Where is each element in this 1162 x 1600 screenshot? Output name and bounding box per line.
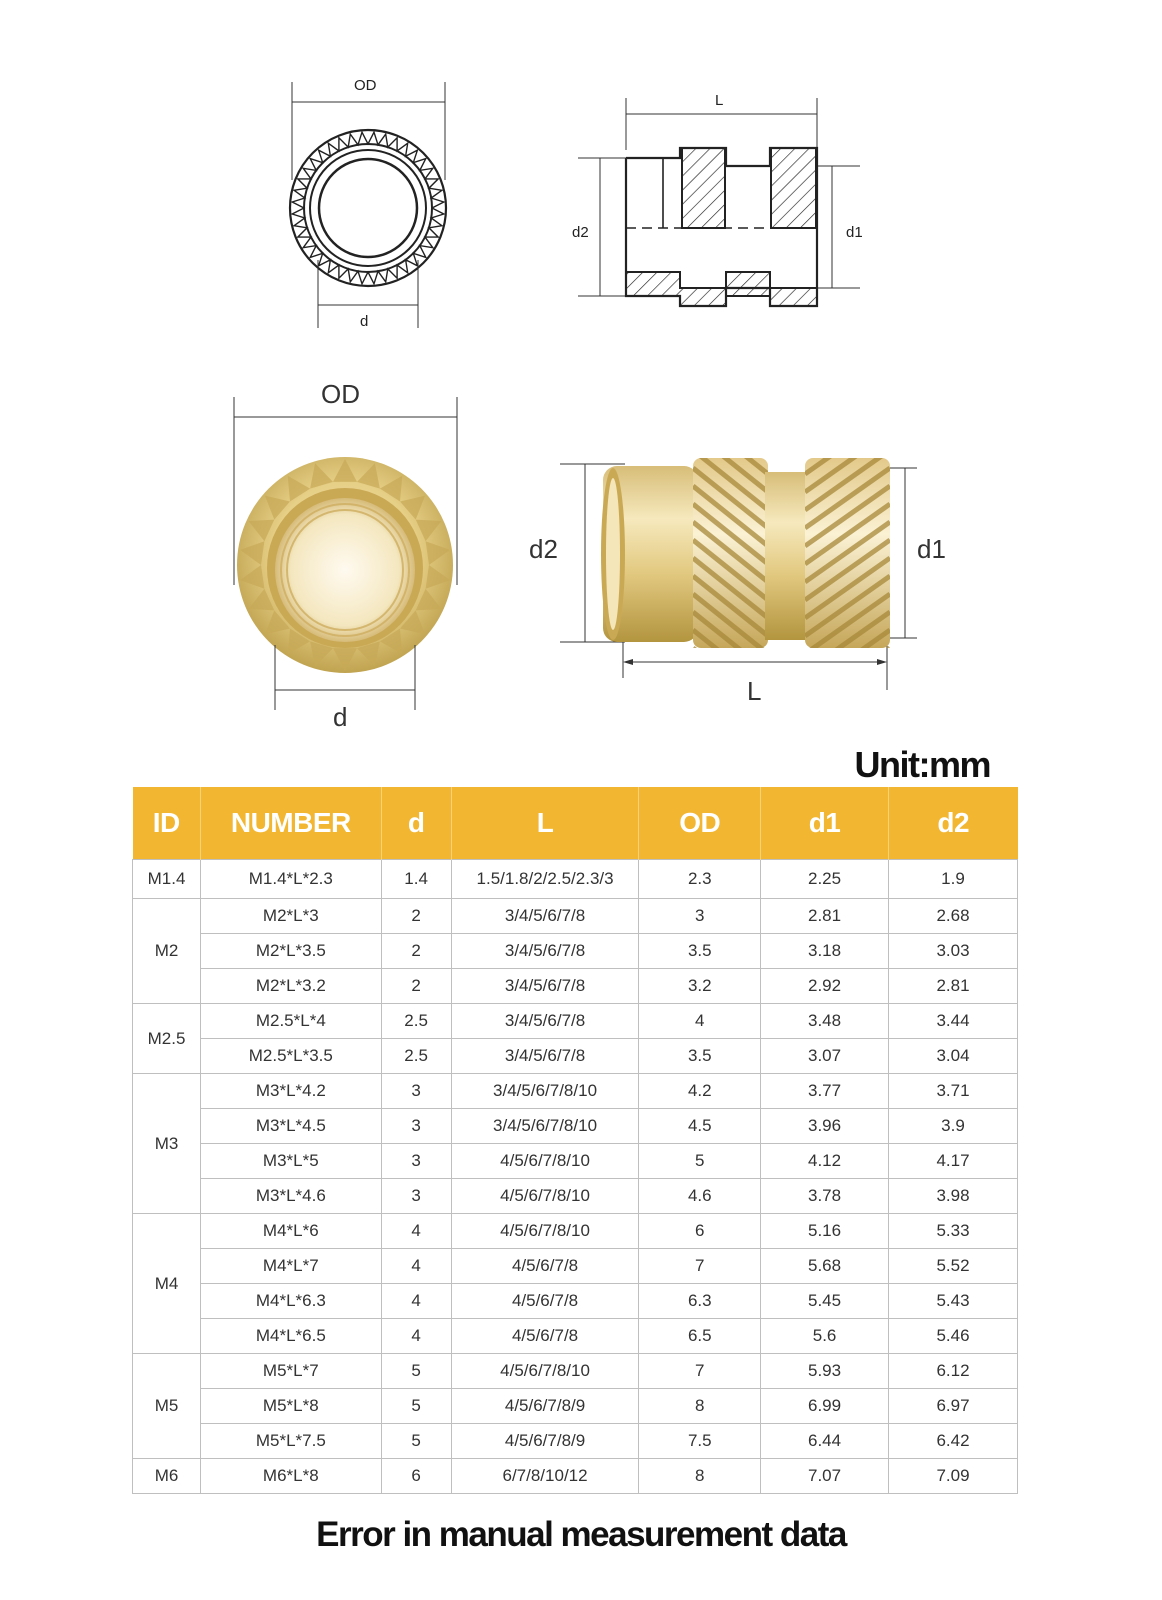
cell-d: 3 bbox=[381, 1144, 451, 1179]
cell-l: 3/4/5/6/7/8/10 bbox=[451, 1074, 639, 1109]
cell-id: M1.4 bbox=[133, 860, 201, 899]
cell-d1: 6.99 bbox=[761, 1389, 889, 1424]
cell-d1: 5.16 bbox=[761, 1214, 889, 1249]
cell-l: 6/7/8/10/12 bbox=[451, 1459, 639, 1494]
cell-od: 4.5 bbox=[639, 1109, 761, 1144]
table-row bbox=[133, 1144, 1018, 1179]
cell-d2: 6.12 bbox=[889, 1354, 1018, 1389]
cell-d2: 3.9 bbox=[889, 1109, 1018, 1144]
cell-d: 3 bbox=[381, 1109, 451, 1144]
cell-number: M3*L*5 bbox=[201, 1144, 382, 1179]
cell-od: 7 bbox=[639, 1354, 761, 1389]
cell-d1: 7.07 bbox=[761, 1459, 889, 1494]
cell-od: 2.3 bbox=[639, 860, 761, 899]
cell-number: M1.4*L*2.3 bbox=[201, 860, 382, 899]
table-row bbox=[133, 1249, 1018, 1284]
cell-od: 3 bbox=[639, 899, 761, 934]
section-view-drawing bbox=[570, 90, 880, 330]
spec-table bbox=[132, 787, 1018, 1494]
cell-d2: 3.04 bbox=[889, 1039, 1018, 1074]
cell-d: 6 bbox=[381, 1459, 451, 1494]
cell-d: 5 bbox=[381, 1389, 451, 1424]
cell-l: 3/4/5/6/7/8 bbox=[451, 1039, 639, 1074]
table-row bbox=[133, 1004, 1018, 1039]
cell-d: 3 bbox=[381, 1179, 451, 1214]
table-row bbox=[133, 1109, 1018, 1144]
header-l: L bbox=[451, 787, 639, 860]
cell-d: 5 bbox=[381, 1354, 451, 1389]
cell-l: 3/4/5/6/7/8 bbox=[451, 934, 639, 969]
cell-d1: 5.6 bbox=[761, 1319, 889, 1354]
cell-od: 8 bbox=[639, 1389, 761, 1424]
cell-id: M4 bbox=[133, 1214, 201, 1354]
table-row bbox=[133, 1424, 1018, 1459]
cell-id: M2.5 bbox=[133, 1004, 201, 1074]
d1-label-photo: d1 bbox=[917, 534, 946, 564]
header-od: OD bbox=[639, 787, 761, 860]
cell-od: 6.5 bbox=[639, 1319, 761, 1354]
cell-od: 5 bbox=[639, 1144, 761, 1179]
cell-l: 3/4/5/6/7/8/10 bbox=[451, 1109, 639, 1144]
cell-d1: 5.93 bbox=[761, 1354, 889, 1389]
cell-od: 3.5 bbox=[639, 934, 761, 969]
table-row bbox=[133, 899, 1018, 934]
cell-number: M5*L*7.5 bbox=[201, 1424, 382, 1459]
od-label-photo: OD bbox=[321, 379, 360, 409]
cell-l: 3/4/5/6/7/8 bbox=[451, 969, 639, 1004]
cell-d1: 2.92 bbox=[761, 969, 889, 1004]
cell-number: M2.5*L*4 bbox=[201, 1004, 382, 1039]
cell-number: M4*L*6.3 bbox=[201, 1284, 382, 1319]
header-d: d bbox=[381, 787, 451, 860]
cell-od: 4.6 bbox=[639, 1179, 761, 1214]
d-label-photo: d bbox=[333, 702, 348, 732]
cell-d1: 3.07 bbox=[761, 1039, 889, 1074]
cell-number: M3*L*4.5 bbox=[201, 1109, 382, 1144]
header-id: ID bbox=[133, 787, 201, 860]
cell-l: 4/5/6/7/8/10 bbox=[451, 1144, 639, 1179]
cell-d1: 2.25 bbox=[761, 860, 889, 899]
table-row bbox=[133, 1389, 1018, 1424]
cell-od: 8 bbox=[639, 1459, 761, 1494]
cell-number: M4*L*7 bbox=[201, 1249, 382, 1284]
cell-d2: 3.03 bbox=[889, 934, 1018, 969]
cell-l: 4/5/6/7/8/10 bbox=[451, 1214, 639, 1249]
cell-l: 1.5/1.8/2/2.5/2.3/3 bbox=[451, 860, 639, 899]
insert-end-photo bbox=[225, 379, 475, 745]
cell-d: 2 bbox=[381, 934, 451, 969]
cell-number: M4*L*6 bbox=[201, 1214, 382, 1249]
cell-d2: 2.68 bbox=[889, 899, 1018, 934]
table-header-row bbox=[133, 787, 1018, 860]
cell-d1: 6.44 bbox=[761, 1424, 889, 1459]
cell-od: 3.2 bbox=[639, 969, 761, 1004]
table-row bbox=[133, 1459, 1018, 1494]
cell-d2: 3.44 bbox=[889, 1004, 1018, 1039]
cell-id: M6 bbox=[133, 1459, 201, 1494]
cell-d1: 5.45 bbox=[761, 1284, 889, 1319]
l-label-photo: L bbox=[747, 676, 762, 706]
cell-od: 6.3 bbox=[639, 1284, 761, 1319]
cell-number: M6*L*8 bbox=[201, 1459, 382, 1494]
cell-d2: 2.81 bbox=[889, 969, 1018, 1004]
cell-od: 6 bbox=[639, 1214, 761, 1249]
cell-d1: 2.81 bbox=[761, 899, 889, 934]
cell-number: M2*L*3 bbox=[201, 899, 382, 934]
header-d2: d2 bbox=[889, 787, 1018, 860]
table-row bbox=[133, 1284, 1018, 1319]
cell-number: M4*L*6.5 bbox=[201, 1319, 382, 1354]
od-label-top: OD bbox=[354, 77, 377, 94]
cell-number: M2.5*L*3.5 bbox=[201, 1039, 382, 1074]
cell-d2: 5.43 bbox=[889, 1284, 1018, 1319]
table-row bbox=[133, 1214, 1018, 1249]
cell-d2: 7.09 bbox=[889, 1459, 1018, 1494]
d-label-top: d bbox=[360, 313, 369, 330]
cell-d2: 6.97 bbox=[889, 1389, 1018, 1424]
cell-id: M2 bbox=[133, 899, 201, 1004]
unit-label: Unit:mm bbox=[854, 744, 990, 785]
cell-d1: 3.77 bbox=[761, 1074, 889, 1109]
cell-d: 4 bbox=[381, 1214, 451, 1249]
cell-d: 4 bbox=[381, 1249, 451, 1284]
cell-d2: 1.9 bbox=[889, 860, 1018, 899]
cell-id: M3 bbox=[133, 1074, 201, 1214]
cell-od: 3.5 bbox=[639, 1039, 761, 1074]
cell-number: M2*L*3.5 bbox=[201, 934, 382, 969]
cell-l: 3/4/5/6/7/8 bbox=[451, 899, 639, 934]
cell-number: M2*L*3.2 bbox=[201, 969, 382, 1004]
d2-label-top: d2 bbox=[572, 224, 589, 241]
cell-d: 3 bbox=[381, 1074, 451, 1109]
cell-d2: 3.98 bbox=[889, 1179, 1018, 1214]
cell-d: 2 bbox=[381, 969, 451, 1004]
d2-label-photo: d2 bbox=[529, 534, 558, 564]
cell-number: M3*L*4.6 bbox=[201, 1179, 382, 1214]
cell-l: 4/5/6/7/8/10 bbox=[451, 1354, 639, 1389]
table-row bbox=[133, 969, 1018, 1004]
table-row bbox=[133, 1039, 1018, 1074]
cell-l: 4/5/6/7/8 bbox=[451, 1249, 639, 1284]
cell-d: 4 bbox=[381, 1284, 451, 1319]
insert-side-photo bbox=[525, 450, 965, 740]
cell-d1: 3.96 bbox=[761, 1109, 889, 1144]
cell-number: M3*L*4.2 bbox=[201, 1074, 382, 1109]
cell-d1: 4.12 bbox=[761, 1144, 889, 1179]
end-view-drawing bbox=[280, 70, 470, 340]
table-row bbox=[133, 1354, 1018, 1389]
d1-label-top: d1 bbox=[846, 224, 863, 241]
table-row bbox=[133, 934, 1018, 969]
cell-d1: 5.68 bbox=[761, 1249, 889, 1284]
cell-d1: 3.18 bbox=[761, 934, 889, 969]
cell-od: 7.5 bbox=[639, 1424, 761, 1459]
cell-d2: 5.46 bbox=[889, 1319, 1018, 1354]
cell-l: 3/4/5/6/7/8 bbox=[451, 1004, 639, 1039]
cell-d: 4 bbox=[381, 1319, 451, 1354]
cell-id: M5 bbox=[133, 1354, 201, 1459]
cell-number: M5*L*8 bbox=[201, 1389, 382, 1424]
cell-d2: 4.17 bbox=[889, 1144, 1018, 1179]
cell-d2: 3.71 bbox=[889, 1074, 1018, 1109]
cell-d: 2 bbox=[381, 899, 451, 934]
cell-l: 4/5/6/7/8/9 bbox=[451, 1389, 639, 1424]
cell-od: 4.2 bbox=[639, 1074, 761, 1109]
table-row bbox=[133, 860, 1018, 899]
cell-d: 5 bbox=[381, 1424, 451, 1459]
l-label-top: L bbox=[715, 92, 724, 109]
cell-d1: 3.78 bbox=[761, 1179, 889, 1214]
cell-l: 4/5/6/7/8/10 bbox=[451, 1179, 639, 1214]
cell-d1: 3.48 bbox=[761, 1004, 889, 1039]
cell-d: 1.4 bbox=[381, 860, 451, 899]
cell-d2: 5.52 bbox=[889, 1249, 1018, 1284]
table-row bbox=[133, 1179, 1018, 1214]
header-d1: d1 bbox=[761, 787, 889, 860]
cell-d: 2.5 bbox=[381, 1039, 451, 1074]
cell-l: 4/5/6/7/8/9 bbox=[451, 1424, 639, 1459]
cell-number: M5*L*7 bbox=[201, 1354, 382, 1389]
footer-note: Error in manual measurement data bbox=[316, 1515, 846, 1554]
cell-d2: 6.42 bbox=[889, 1424, 1018, 1459]
cell-od: 4 bbox=[639, 1004, 761, 1039]
cell-d2: 5.33 bbox=[889, 1214, 1018, 1249]
cell-d: 2.5 bbox=[381, 1004, 451, 1039]
table-row bbox=[133, 1319, 1018, 1354]
cell-od: 7 bbox=[639, 1249, 761, 1284]
header-number: NUMBER bbox=[201, 787, 382, 860]
cell-l: 4/5/6/7/8 bbox=[451, 1319, 639, 1354]
cell-l: 4/5/6/7/8 bbox=[451, 1284, 639, 1319]
table-row bbox=[133, 1074, 1018, 1109]
